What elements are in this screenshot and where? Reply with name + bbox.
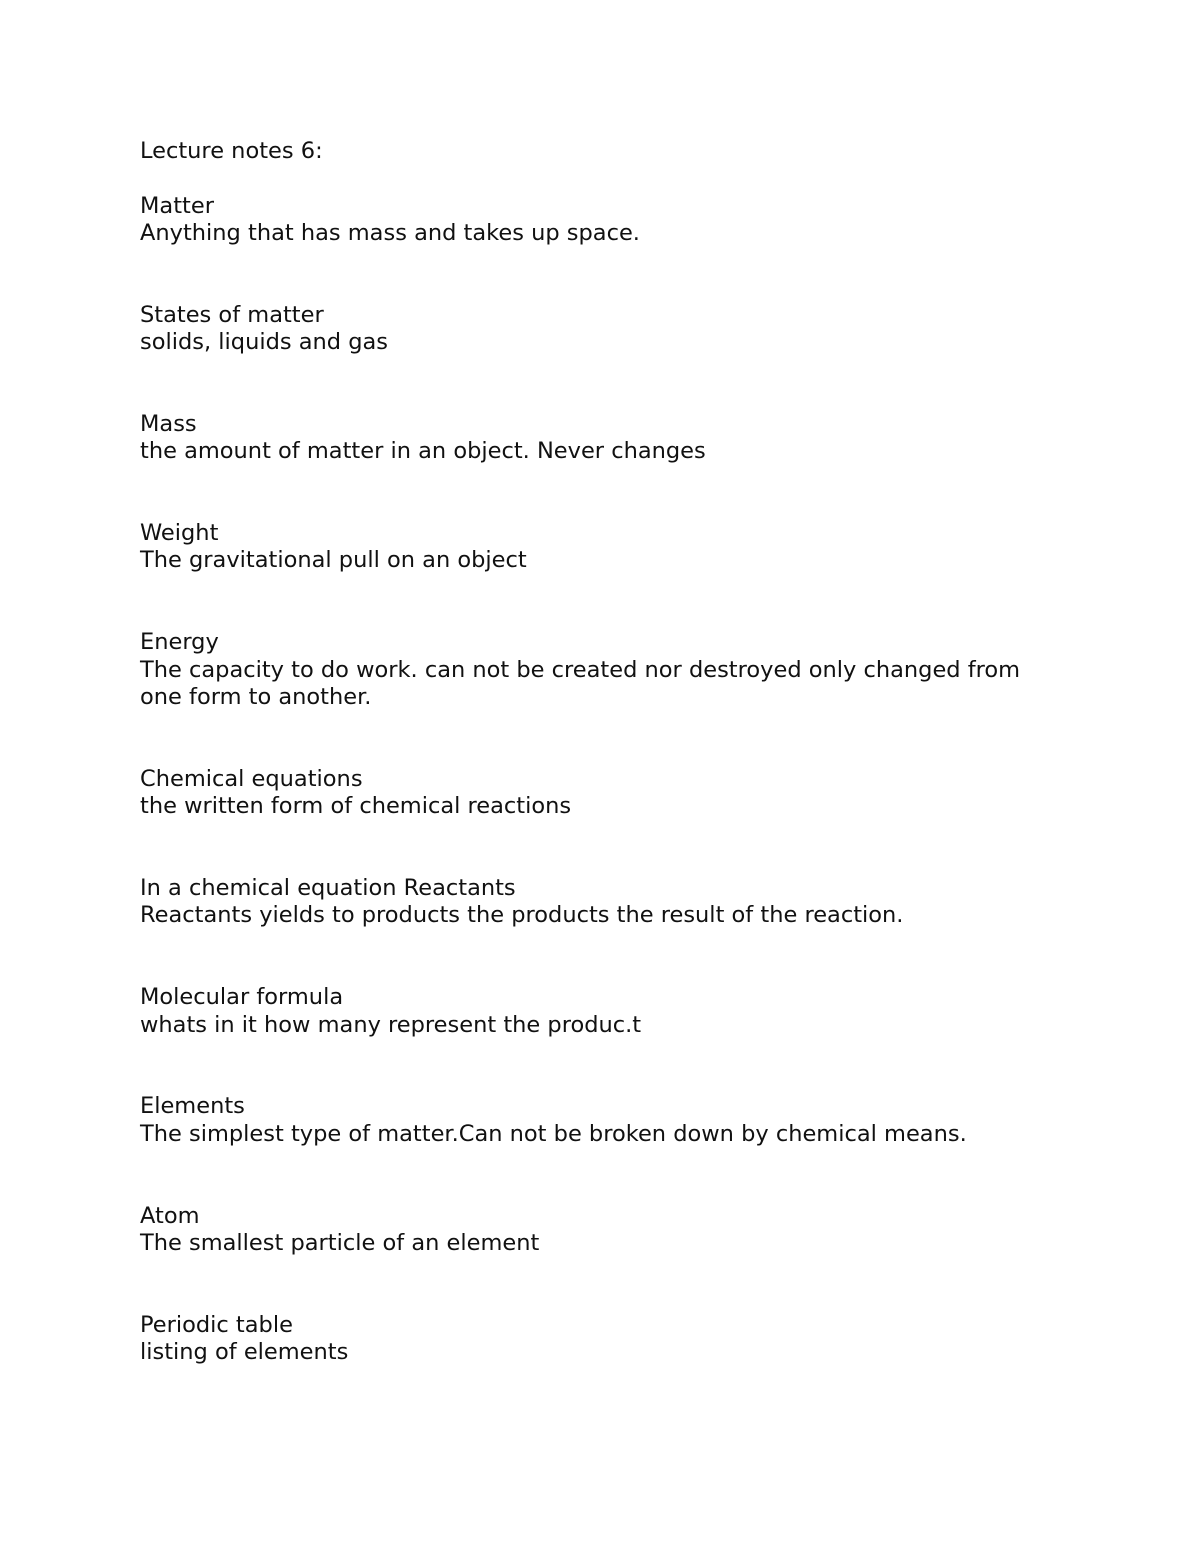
entry-definition: The simplest type of matter.Can not be broken down by chemical means. [140, 1120, 967, 1147]
entry-term: Elements [140, 1093, 245, 1120]
entry-term: Periodic table [140, 1311, 293, 1338]
entry-definition: listing of elements [140, 1339, 349, 1366]
entry-definition: Reactants yields to products the products the result of the reaction. [140, 902, 904, 929]
entry-definition: whats in it how many represent the produc.t [140, 1011, 642, 1038]
entry-matter [140, 193, 1100, 248]
entry-term: Chemical equations [140, 765, 363, 792]
entry-definition: The smallest particle of an element [140, 1229, 540, 1256]
entry-chemical-equations [140, 766, 1100, 821]
entry-definition: The gravitational pull on an object [140, 547, 527, 574]
entry-term: Atom [140, 1202, 200, 1229]
entry-term: States of matter [140, 301, 324, 328]
entry-definition: the amount of matter in an object. Never changes [140, 438, 706, 465]
entry-states-of-matter [140, 302, 1100, 357]
entry-molecular-formula [140, 984, 1100, 1039]
entry-definition: The capacity to do work. can not be created nor destroyed only changed from one form to another. [140, 656, 1021, 710]
entry-term: Molecular formula [140, 984, 344, 1011]
entry-term: Energy [140, 629, 219, 656]
entry-term: In a chemical equation Reactants [140, 875, 516, 902]
entry-reactants [140, 875, 1100, 930]
entry-definition: the written form of chemical reactions [140, 793, 572, 820]
entry-periodic-table [140, 1312, 1100, 1367]
entry-mass [140, 411, 1100, 466]
entry-definition: solids, liquids and gas [140, 329, 389, 356]
entry-elements [140, 1093, 1100, 1148]
document-title: Lecture notes 6: [140, 138, 323, 164]
blank-line [140, 165, 1100, 192]
entry-weight [140, 520, 1100, 575]
entry-energy [140, 629, 1100, 711]
entry-term: Weight [140, 520, 219, 547]
entry-definition: Anything that has mass and takes up space. [140, 219, 640, 246]
entry-atom [140, 1203, 1100, 1258]
notes-content [140, 138, 1100, 1421]
entry-term: Matter [140, 192, 214, 219]
entry-term: Mass [140, 410, 197, 437]
